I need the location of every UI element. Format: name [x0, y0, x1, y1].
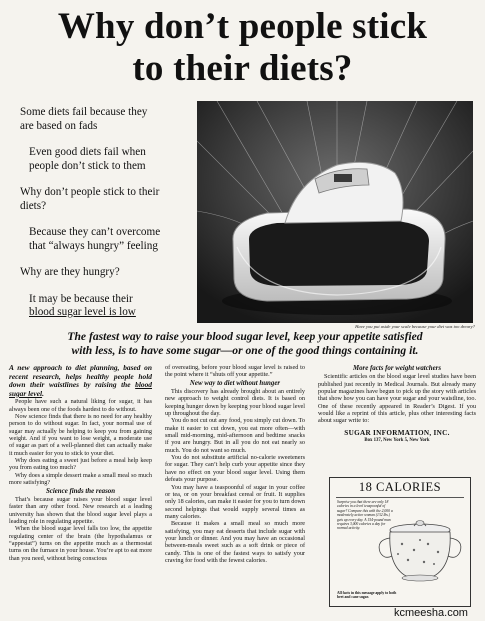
section-heading: Science finds the reason [45, 487, 116, 495]
scale-illustration [197, 101, 473, 323]
subhead-line-1: The fastest way to raise your blood sugar level, keep your appetite satisfied [67, 330, 423, 343]
qa-line: Because they can’t overcome [29, 226, 161, 238]
headline [10, 6, 475, 90]
headline-line-2: to their diets? [132, 48, 353, 89]
paragraph: People have such a natural liking for sugar, it has always been one of the foods hardest to do without. [9, 398, 152, 413]
paragraph: You do not substitute artificial no-calorie sweeteners for sugar. They can’t help curb your appetite since they have no effect on your blood sugar level. Using them defeats your purpose. [165, 454, 305, 484]
box-footer: All facts in this message apply to both beet and cane sugar. [337, 591, 397, 600]
column-3 [318, 364, 476, 444]
lead-end: . [42, 388, 44, 398]
qa-line: are based on fads [20, 119, 98, 132]
subhead [25, 330, 465, 358]
qa-item [20, 106, 190, 133]
lead-text: A new approach to diet planning, based on recent research, helps healthy people hold down their waistlines by raising the [9, 363, 152, 390]
qa-item [20, 226, 190, 253]
section-heading: More facts for weight watchers [352, 365, 442, 372]
paragraph: That’s because sugar raises your blood sugar level faster than any other food. New research at a leading university has shown that the blood sugar level plays a leading role in regulating appetite. [9, 495, 152, 525]
qa-list [20, 106, 190, 333]
qa-item [20, 186, 190, 213]
divider [336, 497, 464, 498]
paragraph: When the blood sugar level falls too low, the appetite regulating center of the brain (the hypothalamus or “appestat”) turns on the appetite much as a thermostat turns on the furnace in your house. You’re apt to eat more than you need, without being conscious [9, 525, 152, 562]
qa-line: Why are they hungry? [20, 266, 120, 278]
box-text: Surprise you that there are only 18 calories in a level teaspoonful of sugar? Compare this with the 2,000 a moderately active woman (132 lbs.) gets up every day. A 154-pound man requires 3,000 calories a day for normal activity. [337, 500, 393, 531]
lead-underlined: blood sugar level [9, 380, 152, 398]
qa-item [20, 146, 190, 173]
paragraph: You may have a teaspoonful of sugar in your coffee or tea, or on your breakfast cereal or fruit. It supplies only 18 calories, can make it easier for you to turn down second helpings that would supply several times as many calories. [165, 483, 305, 520]
qa-line: Why don’t people stick to their [20, 186, 160, 198]
headline-line-1: Why don’t people stick [57, 6, 428, 47]
company-name: SUGAR INFORMATION, INC. [344, 428, 450, 437]
watermark: kcmeesha.com [394, 607, 468, 619]
sugar-bowl-icon [374, 516, 466, 588]
paragraph: Scientific articles on the blood sugar level studies have been published just recently in Medical Journals. But already many popular magazines have begun to pick up the story with articles that show how you can have your sugar and your waistline, too. One of these recently appeared in Reader’s Digest. If you would like a reprint of this article, plus other interesting facts about sugar write to: [318, 373, 476, 425]
qa-line: that “always hungry” feeling [29, 239, 158, 252]
section-heading: New way to diet without hunger [189, 379, 281, 387]
paragraph: Now science finds that there is no need for any healthy person to do without sugar. In fact, your normal use of sugar may actually be helping to keep you from gaining weight. And if you want to lose weight, a moderate use of sugar as part of a well-planned diet can actually make it much easier for you to stick to your diet. [9, 413, 152, 457]
qa-line: people don’t stick to them [29, 159, 146, 172]
paragraph: Why does a simple dessert make a small meal so much more satisfying? [9, 471, 152, 487]
calorie-box [329, 477, 471, 607]
subhead-line-2: with less, is to have some sugar—or one of the good things containing it. [71, 344, 419, 357]
paragraph: This discovery has already brought about an entirely new approach to weight control diets. It is based on keeping hunger down by keeping your blood sugar level up throughout the day. [165, 388, 305, 418]
lead-paragraph [9, 364, 152, 398]
qa-line: blood sugar level is low [29, 306, 136, 318]
photo-caption: Have you put aside your scale because your diet was too dreary? [355, 324, 475, 329]
paragraph: You do not cut out any food, you simply cut down. To make it easier to cut down, you eat more often—with small mid-morning, mid-afternoon and bedtime snacks if you are hungry. But in all you do not eat nearly so much. You do not want so much. [165, 417, 305, 454]
bathroom-scale-photo [197, 101, 473, 323]
paragraph: Because it makes a small meal so much more satisfying, you may eat desserts that include sugar with your lunch or dinner. And you may have an occasional between-meals sweet such as a soft drink or piece of candy. This is one of the fastest ways to satisfy your craving for food with the fewest calories. [165, 520, 305, 564]
qa-line: It may be because their [29, 292, 133, 305]
qa-line: diets? [20, 199, 47, 212]
qa-item [20, 266, 190, 280]
qa-item [20, 293, 190, 320]
paragraph: of overeating, before your blood sugar level is raised to the point where it “shuts off your appetite.” [165, 364, 305, 379]
company-address: Box 137, New York 5, New York [364, 438, 430, 444]
column-2 [165, 364, 305, 564]
box-title: 18 CALORIES [358, 480, 442, 494]
column-1 [9, 364, 152, 562]
qa-line: Even good diets fail when [29, 146, 146, 158]
paragraph: Why does eating a sweet just before a meal help keep you from eating too much? [9, 457, 152, 472]
qa-line: Some diets fail because they [20, 106, 148, 118]
